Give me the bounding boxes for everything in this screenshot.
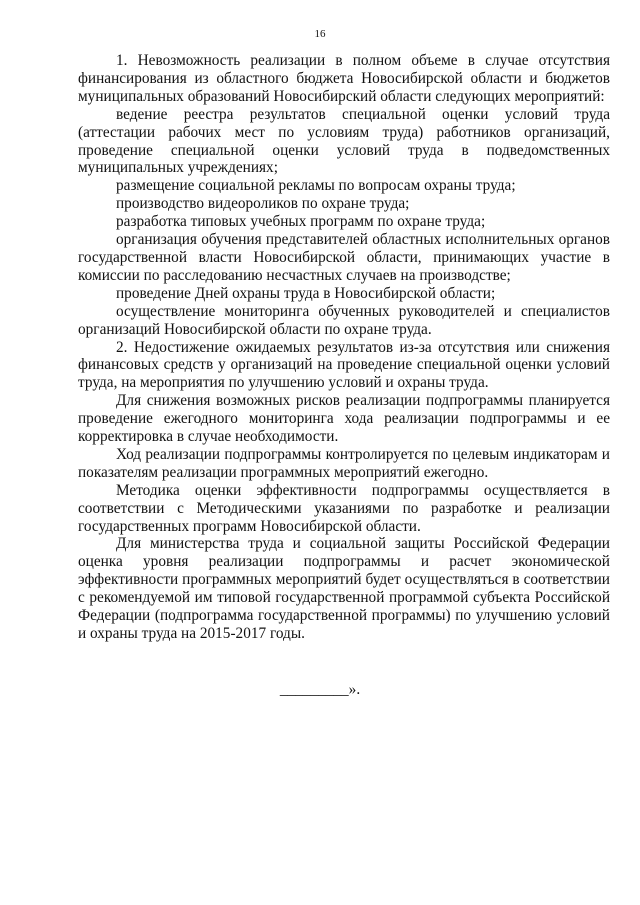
list-item-monitoring: осуществление мониторинга обученных руководителей и специалистов организаций Новосибирской области по охране труда. [78, 302, 610, 338]
closing-mark: _________». [279, 681, 361, 698]
list-item-registry: ведение реестра результатов специальной оценки условий труда (аттестации рабочих мест по условиям труда) работников организаций, проведение специальной оценки условий труда в подведомственных муниципальных учреждениях; [78, 105, 610, 177]
list-item-videos: производство видеороликов по охране труда; [116, 195, 410, 213]
paragraph-risk-1: 1. Невозможность реализации в полном объеме в случае отсутствия финансирования из областного бюджета Новосибирской области и бюджетов муниципальных образований Новосибирский области следующих мероприятий: [78, 52, 610, 105]
list-item-training-organization: организация обучения представителей областных исполнительных органов государственной власти Новосибирской области, принимающих участие в комиссии по расследованию несчастных случаев на производстве; [78, 231, 610, 284]
paragraph-control: Ход реализации подпрограммы контролируется по целевым индикаторам и показателям реализации программных мероприятий ежегодно. [78, 445, 610, 481]
document-body [78, 52, 610, 643]
paragraph-ministry: Для министерства труда и социальной защиты Российской Федерации оценка уровня реализации подпрограммы и расчет экономической эффективности программных мероприятий будет осуществляться в соответствии с рекомендуемой им типовой государственной программой субъекта Российской Федерации (подпрограмма государственной программы) по улучшению условий и охраны труда на 2015-2017 годы. [78, 535, 610, 642]
list-item-social-ads: размещение социальной рекламы по вопросам охраны труда; [116, 177, 516, 195]
page-number: 16 [314, 28, 326, 40]
paragraph-mitigation: Для снижения возможных рисков реализации подпрограммы планируется проведение ежегодного мониторинга хода реализации подпрограммы и ее корректировка в случае необходимости. [78, 392, 610, 446]
list-item-training-programs: разработка типовых учебных программ по охране труда; [116, 213, 486, 231]
paragraph-methodology: Методика оценки эффективности подпрограммы осуществляется в соответствии с Методическими указаниями по разработке и реализации государственных программ Новосибирской области. [78, 481, 610, 535]
list-item-safety-days: проведение Дней охраны труда в Новосибирской области; [116, 284, 496, 302]
paragraph-risk-2: 2. Недостижение ожидаемых результатов из-за отсутствия или снижения финансовых средств у организаций на проведение специальной оценки условий труда, на мероприятия по улучшению условий и охраны труда. [78, 338, 610, 392]
